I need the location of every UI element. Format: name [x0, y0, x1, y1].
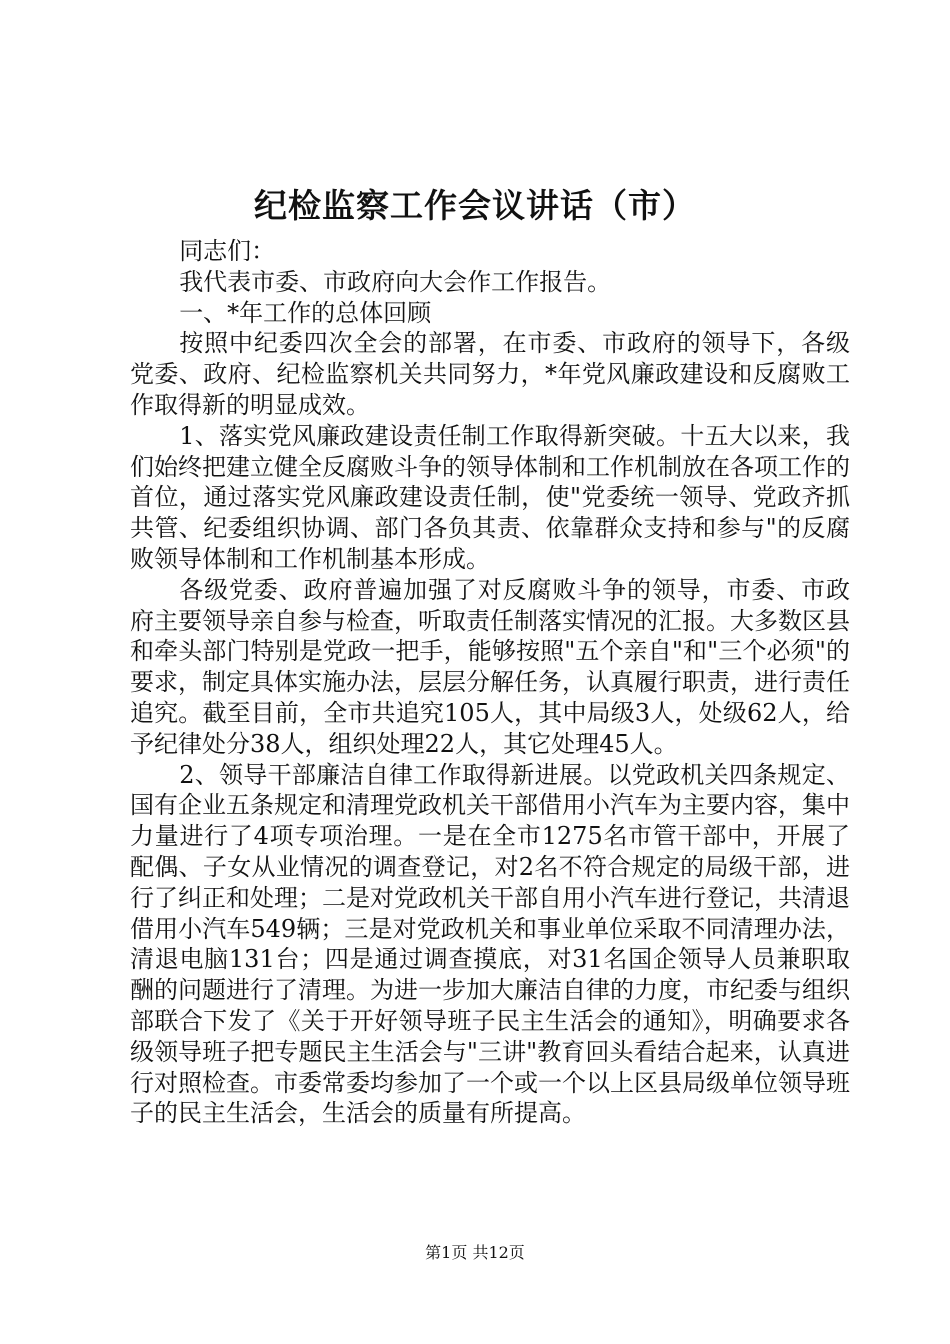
opening-statement: 我代表市委、市政府向大会作工作报告。 — [179, 267, 612, 296]
salutation: 同志们： — [179, 237, 276, 265]
paragraph: 按照中纪委四次全会的部署，在市委、市政府的领导下，各级党委、政府、纪检监察机关共同努力，*年党风廉政建设和反腐败工作取得新的明显成效。 — [130, 329, 850, 419]
document-title: 纪检监察工作会议讲话（市） — [254, 186, 696, 225]
document-body — [130, 236, 850, 1129]
page-number-footer: 第1页 共12页 — [425, 1243, 525, 1262]
paragraph: 2、领导干部廉洁自律工作取得新进展。以党政机关四条规定、国有企业五条规定和清理党政机关干部借用小汽车为主要内容，集中力量进行了4项专项治理。一是在全市1275名市管干部中，开展了配偶、子女从业情况的调查登记，对2名不符合规定的局级干部，进行了纠正和处理；二是对党政机关干部自用小汽车进行登记，共清退借用小汽车549辆；三是对党政机关和事业单位采取不同清理办法，清退电脑131台；四是通过调查摸底，对31名国企领导人员兼职取酬的问题进行了清理。为进一步加大廉洁自律的力度，市纪委与组织部联合下发了《关于开好领导班子民主生活会的通知》，明确要求各级领导班子把专题民主生活会与"三讲"教育回头看结合起来，认真进行对照检查。市委常委均参加了一个或一个以上区县局级单位领导班子的民主生活会，生活会的质量有所提高。 — [130, 760, 850, 1128]
paragraph: 1、落实党风廉政建设责任制工作取得新突破。十五大以来，我们始终把建立健全反腐败斗争的领导体制和工作机制放在各项工作的首位，通过落实党风廉政建设责任制，使"党委统一领导、党政齐抓共管、纪委组织协调、部门各负其责、依靠群众支持和参与"的反腐败领导体制和工作机制基本形成。 — [130, 421, 850, 573]
section-heading: 一、*年工作的总体回顾 — [179, 298, 432, 327]
paragraph: 各级党委、政府普遍加强了对反腐败斗争的领导，市委、市政府主要领导亲自参与检查，听取责任制落实情况的汇报。大多数区县和牵头部门特别是党政一把手，能够按照"五个亲自"和"三个必须"的要求，制定具体实施办法，层层分解任务，认真履行职责，进行责任追究。截至目前，全市共追究105人，其中局级3人，处级62人，给予纪律处分38人，组织处理22人，其它处理45人。 — [130, 575, 850, 758]
